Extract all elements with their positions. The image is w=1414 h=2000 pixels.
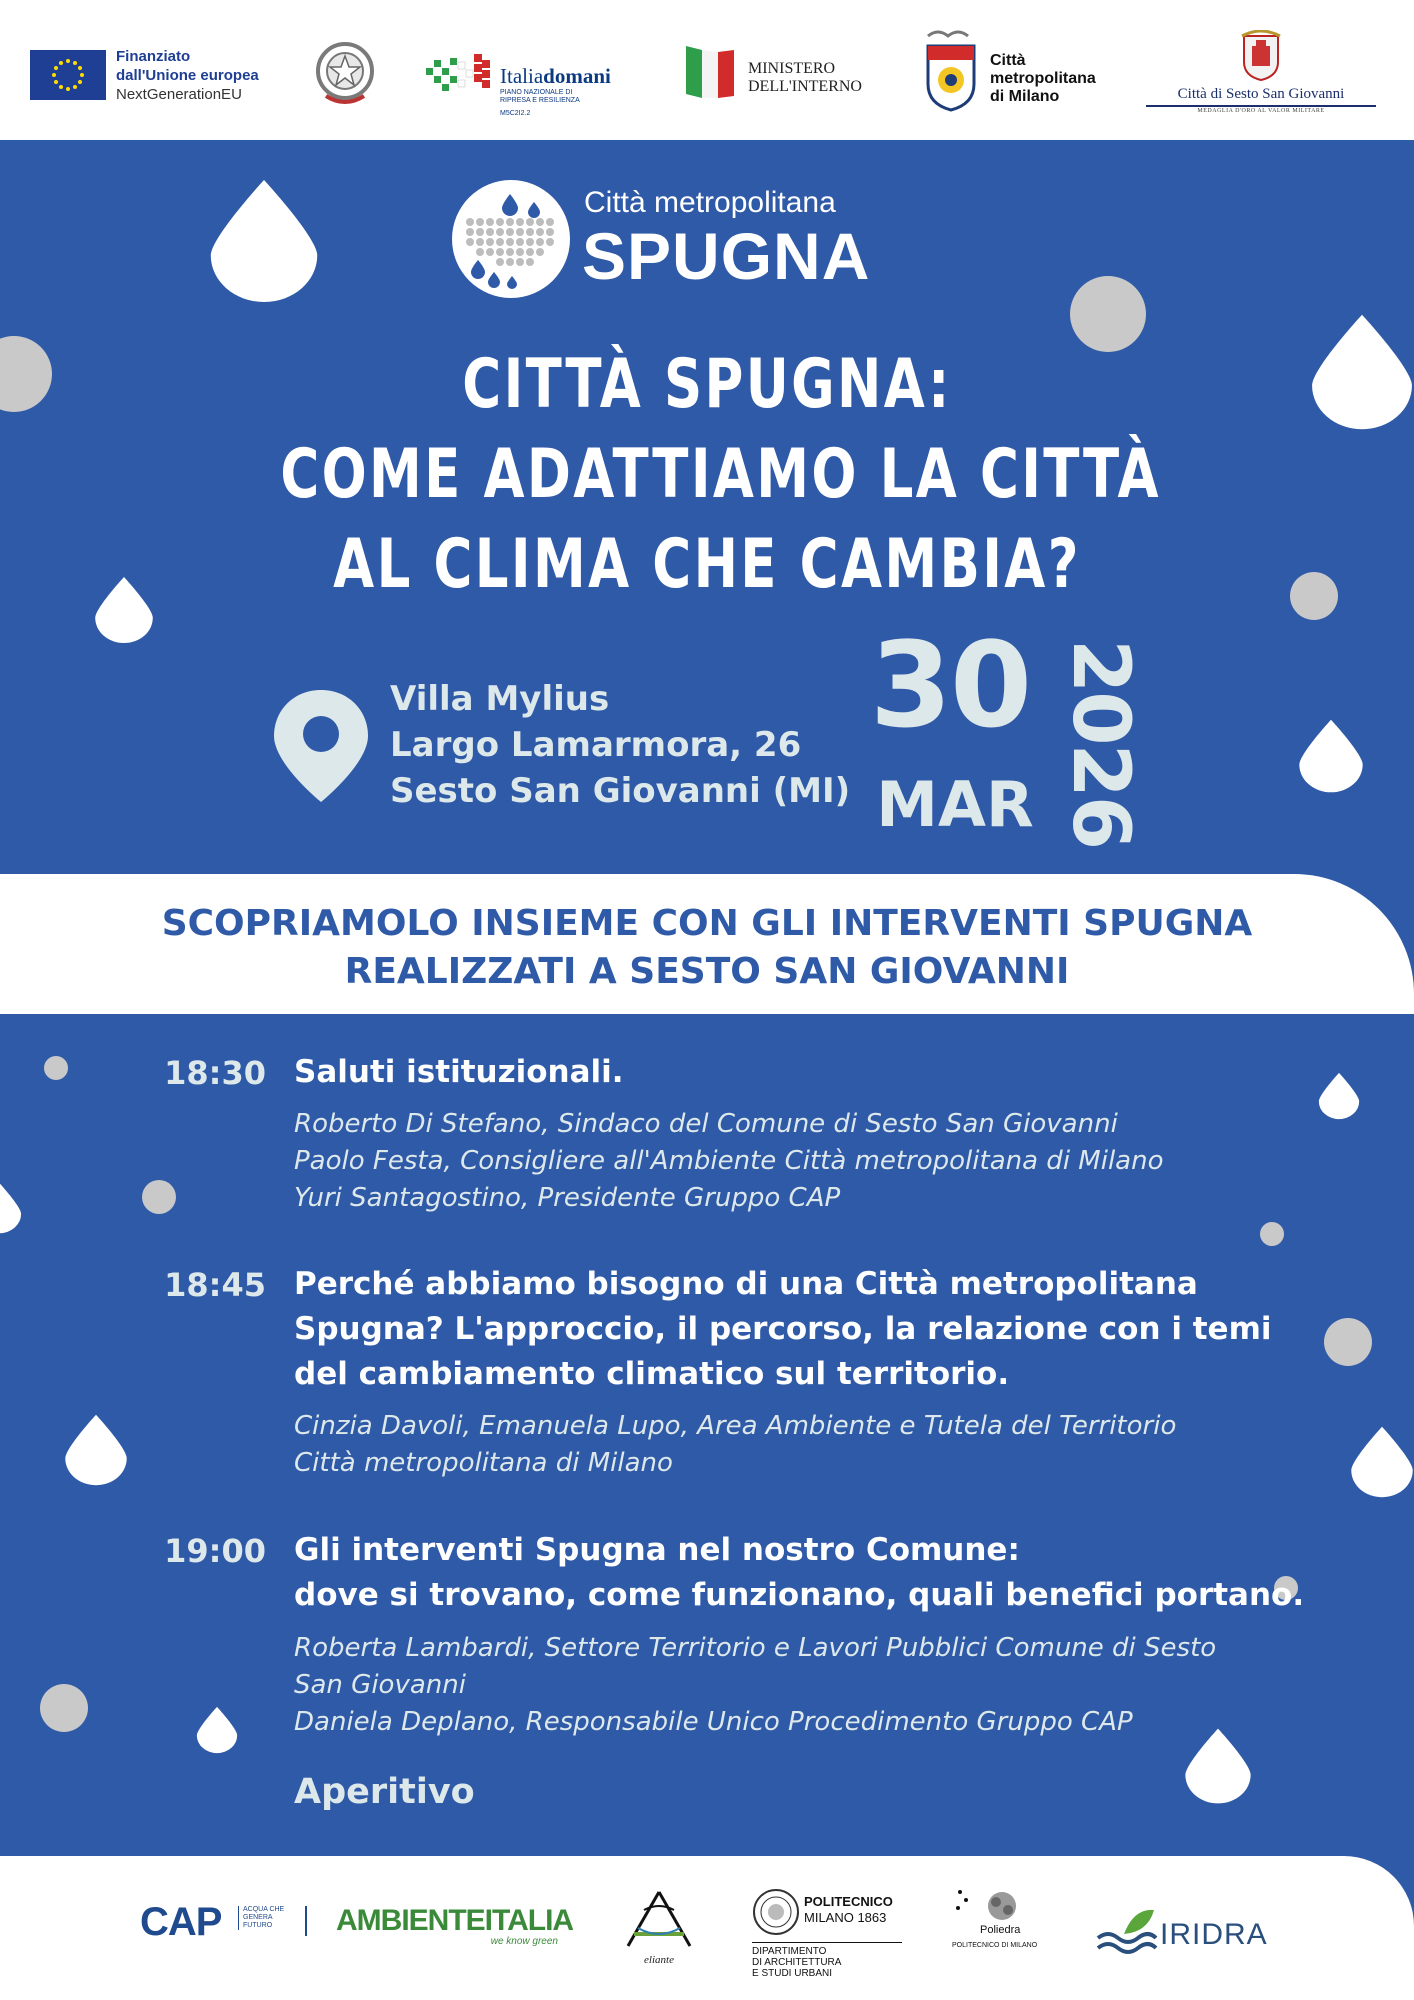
- speaker-line: Roberto Di Stefano, Sindaco del Comune di Sesto San Giovanni: [294, 1109, 1118, 1139]
- eu-funding-label: [116, 47, 259, 104]
- italiadomani-name-b: domani: [543, 64, 611, 88]
- water-drop-icon: [64, 1410, 128, 1490]
- event-day: 30: [869, 616, 1031, 754]
- ministero-interno-logo: [684, 44, 884, 104]
- water-drop-icon: [1318, 1070, 1360, 1122]
- banner-line-2: REALIZZATI A SESTO SAN GIOVANNI: [344, 951, 1070, 992]
- cmm-line-2: metropolitana: [990, 70, 1096, 87]
- politecnico-milano-logo: [752, 1888, 912, 1988]
- ambiente-name: AMBIENTEITALIA: [336, 1904, 574, 1937]
- water-drop-icon: [1298, 714, 1364, 798]
- program-title-line: del cambiamento climatico sul territorio.: [294, 1356, 1010, 1392]
- poliedra-name: Poliedra: [980, 1924, 1021, 1936]
- cmm-line-3: di Milano: [990, 88, 1060, 105]
- eu-line-1: Finanziato: [116, 48, 191, 65]
- cmm-label: [990, 52, 1096, 106]
- polimi-line-1: POLITECNICO: [804, 1894, 893, 1909]
- sesto-crest-icon: [1238, 30, 1284, 82]
- brand-subtitle: Città metropolitana: [584, 186, 836, 219]
- citta-metropolitana-milano-logo: [918, 28, 1118, 118]
- location-pin-icon: [270, 686, 372, 806]
- program-time: 18:45: [164, 1266, 266, 1304]
- sesto-name: Città di Sesto San Giovanni: [1146, 86, 1376, 107]
- venue-street: Largo Lamarmora, 26: [390, 725, 802, 765]
- water-drop-icon: [1310, 306, 1414, 438]
- cap-name: CAP: [140, 1900, 222, 1944]
- speaker-line: Paolo Festa, Consigliere all'Ambiente Città metropolitana di Milano: [294, 1146, 1164, 1176]
- headline-line-2: COME ADATTIAMO LA CITTÀ: [280, 435, 1161, 514]
- eu-flag-icon: [30, 50, 106, 100]
- dept-line: DIPARTIMENTO: [752, 1946, 827, 1957]
- polimi-seal-icon: [752, 1888, 800, 1936]
- program-title: [294, 1050, 1304, 1095]
- iridra-name: IRIDRA: [1160, 1918, 1268, 1951]
- intro-banner: [0, 874, 1414, 1014]
- event-month: MAR: [876, 768, 1034, 841]
- sesto-san-giovanni-logo: [1146, 30, 1376, 120]
- italian-flag-icon: [684, 44, 738, 100]
- headline-line-3: AL CLIMA CHE CAMBIA?: [333, 525, 1081, 604]
- program-time: 18:30: [164, 1054, 266, 1092]
- program-speakers: [294, 1106, 1304, 1217]
- citta-spugna-logo: [452, 178, 902, 298]
- banner-line-1: SCOPRIAMOLO INSIEME CON GLI INTERVENTI SPUGNA: [161, 903, 1253, 944]
- ministero-line-2: DELL'INTERNO: [748, 78, 862, 95]
- speaker-line: Cinzia Davoli, Emanuela Lupo, Area Ambiente e Tutela del Territorio: [294, 1411, 1177, 1441]
- program-title: [294, 1262, 1304, 1397]
- sponge-dots-icon: [452, 180, 570, 298]
- iridra-logo: [1094, 1906, 1274, 1962]
- cmm-line-1: Città: [990, 52, 1026, 69]
- poliedra-mark-icon: [950, 1886, 1050, 1926]
- brand-title: SPUGNA: [582, 219, 871, 293]
- ministero-label: [748, 60, 862, 96]
- program-time: 19:00: [164, 1532, 266, 1570]
- program-title-line: Spugna? L'approccio, il percorso, la relazione con i temi: [294, 1311, 1272, 1347]
- water-drop-icon: [94, 570, 154, 650]
- program-speakers: [294, 1408, 1304, 1482]
- italiadomani-name: [500, 64, 611, 89]
- decorative-dot: [40, 1684, 88, 1732]
- eu-line-3: NextGenerationEU: [116, 86, 242, 103]
- ministero-line-1: MINISTERO: [748, 60, 836, 77]
- event-year: [1052, 639, 1145, 849]
- venue-name: Villa Mylius: [390, 679, 610, 719]
- event-headline: [280, 340, 1161, 610]
- logo-divider: [305, 1906, 307, 1936]
- event-year-text: 2026: [1055, 639, 1145, 849]
- italiadomani-name-a: Italia: [500, 64, 544, 88]
- sesto-motto: MEDAGLIA D'ORO AL VALOR MILITARE: [1197, 108, 1325, 114]
- eu-line-2: dall'Unione europea: [116, 67, 259, 84]
- speaker-line: Roberta Lambardi, Settore Territorio e Lavori Pubblici Comune di Sesto: [294, 1633, 1217, 1663]
- italiadomani-pixel-icon: [424, 50, 494, 98]
- decorative-dot: [1324, 1318, 1372, 1366]
- speaker-line: Città metropolitana di Milano: [294, 1448, 673, 1478]
- event-address: [390, 676, 850, 814]
- speaker-line: Yuri Santagostino, Presidente Gruppo CAP: [294, 1183, 841, 1213]
- eliante-logo: [614, 1888, 704, 1972]
- program-title-line: Gli interventi Spugna nel nostro Comune:: [294, 1532, 1020, 1568]
- decorative-dot: [0, 336, 52, 412]
- program-title-line: Saluti istituzionali.: [294, 1054, 624, 1090]
- water-drop-icon: [208, 180, 320, 302]
- decorative-dot: [44, 1056, 68, 1080]
- program-title-line: Perché abbiamo bisogno di una Città metropolitana: [294, 1266, 1198, 1302]
- program-title: [294, 1528, 1304, 1618]
- water-drop-icon: [196, 1704, 238, 1756]
- iridra-mark-icon: [1094, 1906, 1158, 1962]
- cmm-shield-icon: [918, 28, 984, 112]
- program-title-line: dove si trovano, come funzionano, quali benefici portano.: [294, 1577, 1305, 1613]
- sponsor-logo-bar: [0, 1856, 1414, 2000]
- polimi-department: [752, 1942, 902, 1979]
- poliedra-logo: [950, 1886, 1050, 1966]
- ambienteitalia-logo: [336, 1904, 574, 1947]
- partner-logo-bar: [0, 0, 1414, 140]
- program-speakers: [294, 1630, 1304, 1741]
- dept-line: DI ARCHITETTURA: [752, 1957, 842, 1968]
- water-drop-icon: [0, 1176, 22, 1240]
- decorative-dot: [142, 1180, 176, 1214]
- italiadomani-subtitle: PIANO NAZIONALE DI RIPRESA E RESILIENZA: [500, 89, 580, 104]
- cap-logo: [140, 1900, 320, 1948]
- decorative-dot: [1260, 1222, 1284, 1246]
- eliante-mark-icon: [614, 1888, 704, 1954]
- polimi-line-2: MILANO 1863: [804, 1910, 887, 1925]
- venue-city: Sesto San Giovanni (MI): [390, 771, 851, 811]
- poliedra-subtitle: POLITECNICO DI MILANO: [952, 1942, 1038, 1949]
- headline-line-1: CITTÀ SPUGNA:: [462, 345, 952, 424]
- cap-tagline: ACQUA CHE GENERA FUTURO: [238, 1906, 288, 1930]
- speaker-line: Daniela Deplano, Responsabile Unico Procedimento Gruppo CAP: [294, 1707, 1133, 1737]
- ambiente-tagline: we know green: [490, 1936, 558, 1947]
- program-closing: Aperitivo: [294, 1772, 475, 1812]
- italiadomani-logo: [424, 48, 624, 120]
- water-drop-icon: [1350, 1404, 1414, 1520]
- decorative-dot: [1290, 572, 1338, 620]
- dept-line: E STUDI URBANI: [752, 1968, 833, 1979]
- eliante-name: eliante: [644, 1954, 674, 1966]
- italiadomani-code: M5C2I2.2: [500, 110, 531, 117]
- italian-republic-emblem-icon: [312, 38, 378, 108]
- speaker-line: San Giovanni: [294, 1670, 466, 1700]
